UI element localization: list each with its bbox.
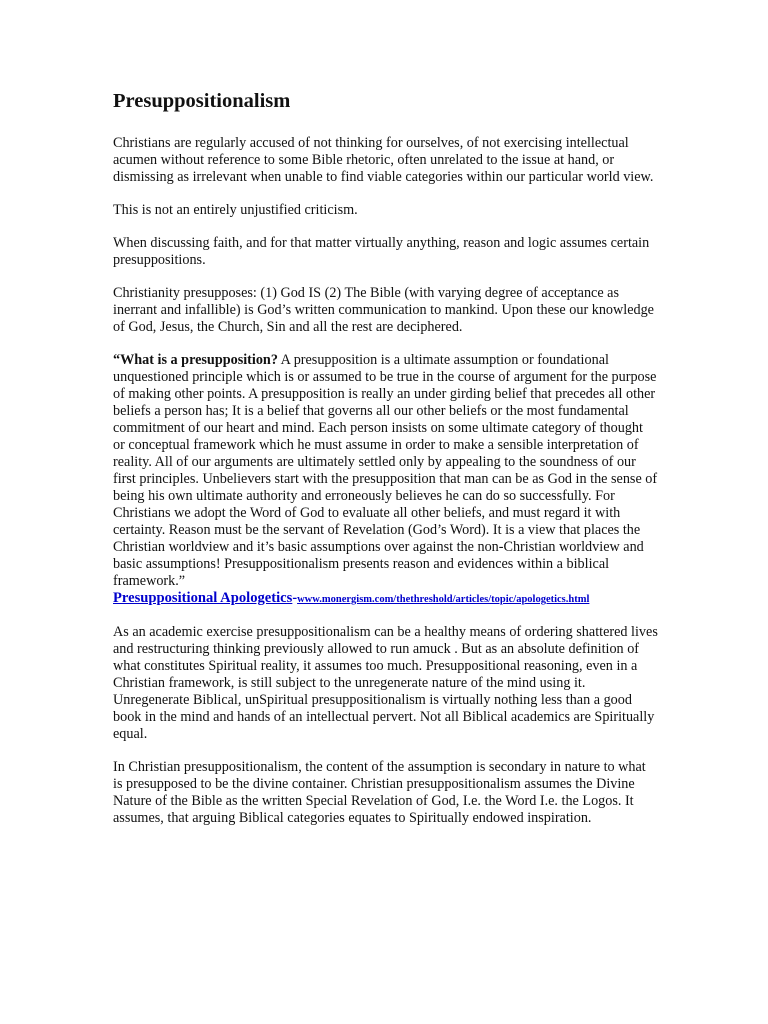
- paragraph-accusation: Christians are regularly accused of not thinking for ourselves, of not exercising intellectual acumen without reference to some Bible rhetoric, often unrelated to the issue at hand, or dismissing as irrelevant when unable to find viable categories within our particular world view.: [113, 135, 654, 185]
- source-title-link[interactable]: Presuppositional Apologetics: [113, 590, 293, 606]
- paragraph-criticism: This is not an entirely unjustified criticism.: [113, 202, 358, 218]
- quote-body: A presupposition is a ultimate assumption or foundational unquestioned principle which is or assumed to be true in the course of argument for the purpose of making other points. A presupposition is really an under girding belief that precedes all other beliefs a person has; It is a belief that governs all our other beliefs or the most fundamental commitment of our heart and mind. Each person insists on some ultimate category of thought or conceptual framework which he must assume in order to make a sensible interpretation of reality. All of our arguments are ultimately settled only by appealing to the soundness of our first principles. Unbelievers start with the presupposition that man can be as God in the sense of being his own ultimate authority and erroneously believes he can do so successfully. For Christians we adopt the Word of God to evaluate all other beliefs, and must regard it with certainty. Reason must be the servant of Revelation (God’s Word). It is a view that places the Christian worldview and it’s basic assumptions over against the non-Christian worldview and basic assumptions! Presuppositionalism presents reason and evidences within a biblical framework.”: [113, 352, 658, 589]
- document-page: [113, 88, 658, 843]
- paragraph-christianity-presupposes: Christianity presupposes: (1) God IS (2) The Bible (with varying degree of acceptance as inerrant and infallible) is God’s written communication to mankind. Upon these our knowledge of God, Jesus, the Church, Sin and all the rest are deciphered.: [113, 285, 654, 335]
- paragraph-academic-exercise: As an academic exercise presuppositionalism can be a healthy means of ordering shattered lives and restructuring thinking previously allowed to run amuck . But as an absolute definition of what constitutes Spiritual reality, it assumes too much. Presuppositional reasoning, even in a Christian framework, is still subject to the unregenerate nature of the mind using it. Unregenerate Biblical, unSpiritual presuppositionalism is virtually nothing less than a good book in the mind and hands of an intellectual pervert. Not all Biblical academics are Spiritually equal.: [113, 624, 658, 742]
- paragraph-faith-reason: When discussing faith, and for that matter virtually anything, reason and logic assumes certain presuppositions.: [113, 235, 650, 268]
- paragraph-christian-presuppositionalism: In Christian presuppositionalism, the content of the assumption is secondary in nature to what is presupposed to be the divine container. Christian presuppositionalism assumes the Divine Nature of the Bible as the written Special Revelation of God, I.e. the Word I.e. the Logos. It assumes, that arguing Biblical categories equates to Spiritually endowed inspiration.: [113, 759, 646, 826]
- document-title: Presuppositionalism: [113, 90, 291, 112]
- quote-lead: “What is a presupposition?: [113, 352, 278, 368]
- source-url-link[interactable]: www.monergism.com/thethreshold/articles/topic/apologetics.html: [297, 594, 590, 605]
- quote-block: [113, 352, 658, 608]
- source-separator: -: [292, 590, 298, 606]
